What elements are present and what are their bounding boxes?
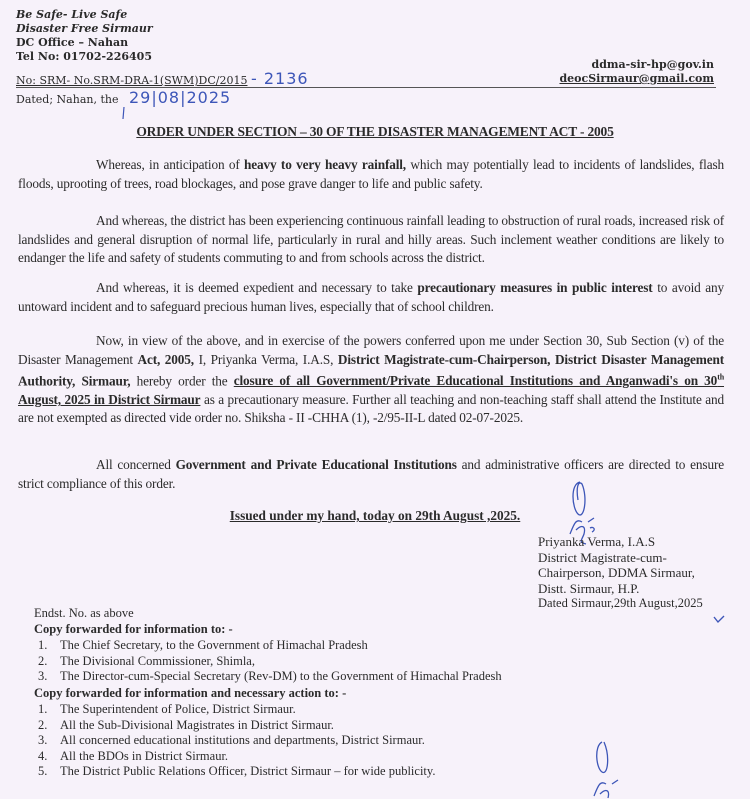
p4-closure-text: closure of all Government/Private Educational Institutions and Anganwadi's on 30 [233,373,718,389]
dated-label: Dated; Nahan, the [16,93,119,106]
p1-bold: heavy to very heavy rainfall, [244,157,406,172]
list-item: 1. The Chief Secretary, to the Government of Himachal Pradesh [38,638,368,652]
email-1: ddma-sir-hp@gov.in [591,58,714,71]
paragraph-5 [18,456,724,493]
p3-text-2: to avoid any untoward incident and to safeguard precious human lives, especially that of school children. [18,280,725,314]
endorsement-number: Endst. No. as above [34,606,134,620]
p5-bold: Government and Private Educational Institutions [175,457,457,472]
copy-action-list [38,702,435,780]
paragraph-1 [18,156,724,193]
list-item: 5. The District Public Relations Officer, District Sirmaur – for wide publicity. [38,764,436,778]
telephone: Tel No: 01702-226405 [16,50,152,63]
p3-bold: precautionary measures in public interest [417,280,653,295]
list-item: 3. All concerned educational institutions and departments, District Sirmaur. [38,733,425,747]
pen-mark-icon [120,106,128,120]
p5-text: All concerned [96,457,176,472]
ref-no-text: No: SRM- No.SRM-DRA-1(SWM)DC/2015 [16,74,248,87]
copy-action-heading: Copy forwarded for information and necessary action to: - [34,686,347,700]
letterhead-left [16,8,153,64]
signatory-line3: Chairperson, DDMA Sirmaur, [538,565,695,580]
p4-closure-text-2: August, 2025 in District Sirmaur [18,391,201,407]
paragraph-3 [18,279,724,316]
reference-number [16,69,716,88]
p4-name: I, Priyanka Verma, I.A.S, [193,351,338,367]
p2-text: And whereas, the district has been experiencing continuous rainfall leading to obstruction of rural roads, increased risk of landslides and general disruption of normal life, particularly in rural and hilly areas. Such inclement weather conditions are likely to endanger the life and safety of students commuting to and from schools across the district. [18,213,724,265]
p4-text: Now, in view of the above, and in exercise of the powers conferred upon me under Section 30, Sub Section (v) of the Disaster Management [18,333,724,367]
p1-text: Whereas, in anticipation of [96,157,245,172]
list-item: 2. All the Sub-Divisional Magistrates in District Sirmaur. [38,717,334,732]
list-item: 1. The Superintendent of Police, District Sirmaur. [38,702,296,716]
p4-sup: th [717,373,725,382]
issued-line: Issued under my hand, today on 29th August ,2025. [229,508,521,523]
signatory-dated: Dated Sirmaur,29th August,2025 [538,596,703,610]
email-2: deocSirmaur@gmail.com [559,72,714,85]
p4-order: hereby order the [130,373,234,389]
slogan-2: Disaster Free Sirmaur [16,22,153,35]
signatory-line4: Distt. Sirmaur, H.P. [538,580,640,596]
signatory-name: Priyanka Verma, I.A.S [538,534,656,549]
paragraph-2 [18,212,724,268]
list-item: 4. All the BDOs in District Sirmaur. [38,748,229,763]
p5-text-2: and administrative officers are directed to ensure strict compliance of this order. [18,457,724,491]
p4-designation: District Magistrate-cum-Chairperson, District Disaster Management Authority, Sirmaur, [18,351,724,389]
p4-act: Act, 2005, [137,351,194,367]
order-title: ORDER UNDER SECTION – 30 OF THE DISASTER MANAGEMENT ACT - 2005 [136,124,614,139]
ref-handwritten: - 2136 [250,69,309,88]
p3-text: And whereas, it is deemed expedient and necessary to take [96,280,418,295]
tick-mark-icon [712,614,726,624]
paragraph-4 [18,332,724,428]
copy-info-list [38,638,502,685]
signatory-block [538,534,703,612]
copy-info-heading: Copy forwarded for information to: - [34,622,233,636]
dated-handwritten: 29|08|2025 [128,88,232,107]
office-name: DC Office – Nahan [16,36,129,49]
p4-text-end: as a precautionary measure. Further all teaching and non-teaching staff shall attend the Institute and are not exempted as directed vide order no. Shiksha - II -CHHA (1), -2/95-II-L dated 02-07-2025. [18,391,724,426]
endorsement-signature-icon [588,738,628,799]
list-item: 2. The Divisional Commissioner, Shimla, [38,653,255,668]
p1-text-2: which may potentially lead to incidents of landslides, flash floods, uprooting of trees, road blockages, and pose grave danger to life and public safety. [18,157,724,191]
list-item: 3. The Director-cum-Special Secretary (Rev-DM) to the Government of Himachal Pradesh [38,669,502,683]
slogan-1: Be Safe- Live Safe [16,8,128,21]
signatory-line2: District Magistrate-cum- [538,549,667,565]
